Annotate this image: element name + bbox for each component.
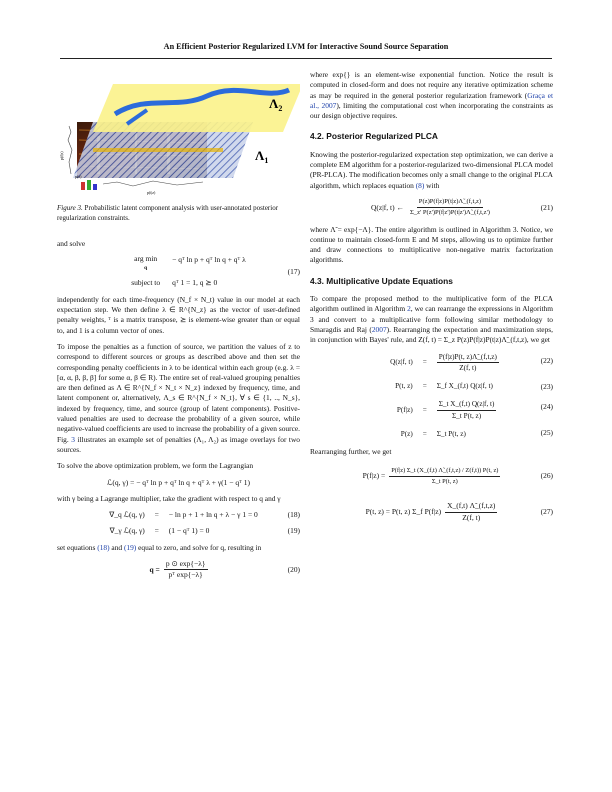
eq23-rhs: Σ_f X_(f,t) Q(z|f, t) [436, 382, 493, 391]
pfz-curve [68, 126, 72, 174]
pr-plca-text-a: Knowing the posterior-regularized expectation step optimization, we can derive a complete EM algorithm for a posterior-regularized two-dimensional PLCA model (PR-PLCA). The modification becomes only a small change to the original PLCA algorithm, which replaces equation [310, 149, 553, 190]
eq27-denominator: Z(f, t) [462, 512, 481, 522]
eq24-numerator: Σ_t X_(f,t) Q(z|f, t) [437, 399, 497, 410]
paragraph-set-equations [57, 543, 300, 553]
eq18-equals: = [154, 510, 159, 520]
eq20-numerator: p ⊙ exp{−λ} [164, 559, 208, 570]
plca-penalty-illustration [57, 70, 300, 198]
figure-caption-label: Figure 3. [57, 204, 83, 212]
eq19-number: (19) [287, 526, 300, 536]
eq27-numerator: X_(f,t) Λ̃_(f,t,z) [445, 501, 497, 512]
mult-text-a: To compare the proposed method to the multiplicative form of the PLCA algorithm outlined in Algorithm [310, 294, 553, 314]
eq17-subject-to: subject to [131, 278, 161, 288]
eq23-number: (23) [540, 381, 553, 391]
axis-x-label: p(t|z) [147, 190, 156, 195]
paragraph-pr-plca [310, 150, 553, 191]
eq20-number: (20) [287, 564, 300, 574]
eq27-lhs: P(t, z) = P(t, z) Σ_f P(f|z) [365, 506, 442, 516]
section-4-3-heading: 4.3. Multiplicative Update Equations [310, 275, 453, 286]
mult-text-c: ). Rearranging the expectation and maximization steps, in conjunction with Bayes' rule, and Z(f, t) = Σ_z P(z)P(f|z)P(t|z)Λ̃_(f,t,z), we get [310, 324, 554, 345]
equation-17 [77, 255, 300, 288]
eq24-lhs: P(f|z) [396, 406, 413, 415]
running-header-title: An Efficient Posterior Regularized LVM for Interactive Sound Source Separation [163, 42, 449, 51]
eq24-number: (24) [540, 401, 553, 411]
eq17-argmin: arg min [134, 254, 158, 264]
equation-20 [57, 559, 300, 581]
set-eq-text-c: equal to zero, and solve for q, resulting in [136, 542, 262, 552]
eq18-lhs: ∇_q ℒ(q, γ) [109, 510, 145, 520]
eq21-denominator: Σ_z' P(z')P(f|z')P(t|z')Λ̃_(f,t,z') [409, 209, 490, 217]
equation-lagrangian [57, 478, 300, 488]
eq18-rhs: − ln p + 1 + ln q + λ − γ 1 = 0 [168, 510, 258, 520]
eq24-denominator: Σ_t P(t, z) [452, 411, 482, 420]
eq23-equals: = [422, 382, 427, 391]
left-column [57, 70, 300, 587]
eq26-fraction [389, 466, 500, 488]
set-eq-text-b: and [109, 542, 124, 552]
paragraph-penalty-weights: independently for each time-frequency (N_f × N_t) value in our model at each expectation step. We then define λ ∈ R^{N_z} as the vector of user-defined penalty weights, ᵀ is a matrix transpose, ⪰ is element-wise greater than or equal to, and 1 is a column vector of ones. [57, 294, 300, 335]
algorithm-2-link[interactable]: 2 [407, 304, 411, 314]
paragraph-partition [57, 342, 300, 455]
eq26-number: (26) [540, 471, 553, 481]
paragraph-lagrangian-intro: To solve the above optimization problem, we form the Lagrangian [57, 461, 254, 471]
paragraph-gradient: with γ being a Lagrange multiplier, take the gradient with respect to q and γ [57, 493, 281, 503]
paragraph-multiplicative [310, 294, 553, 345]
eq27-fraction [445, 501, 497, 523]
eq19-rhs: (1 − qᵀ 1) = 0 [168, 526, 210, 536]
pr-plca-text-b: with [424, 180, 440, 190]
eq22-numerator: P(f|z)P(t, z)Λ̃_(f,t,z) [437, 352, 499, 363]
ptz-curve [103, 181, 203, 186]
eq22-denominator: Z(f, t) [459, 363, 477, 372]
eq17-number: (17) [287, 266, 300, 276]
eq21-lhs: Q(z|f, t) ← [371, 202, 404, 212]
eq22-fraction [437, 352, 499, 374]
eq8-link[interactable]: (8) [415, 180, 425, 190]
lambda-2-label: $\Lambda_2$ [269, 96, 283, 113]
eq22-equals: = [422, 358, 427, 367]
eq25-equals: = [422, 430, 427, 439]
eq23-lhs: P(t, z) [395, 382, 413, 391]
lambda-1-label: $\Lambda_1$ [255, 148, 269, 165]
eq20-denominator: pᵀ exp{−λ} [168, 570, 203, 580]
set-eq-text-a: set equations [57, 542, 98, 552]
eq19-lhs: ∇_γ ℒ(q, γ) [109, 526, 145, 536]
eq26-lhs: P(f|z) = [362, 471, 386, 481]
eq18-link[interactable]: (18) [97, 542, 110, 552]
paragraph-and-solve: and solve [57, 239, 86, 249]
eq21-number: (21) [540, 202, 553, 212]
eq20-lhs: q = [149, 564, 160, 574]
mult-text-b: , we can rearrange the expressions in Algorithm 3 and convert to a multiplicative form following similar methodology to Smaragdis and Raj ( [310, 304, 554, 334]
axis-y-label: p(f|z) [59, 151, 64, 160]
eq27-number: (27) [540, 506, 553, 516]
eq18-number: (18) [287, 510, 300, 520]
eq24-fraction [437, 399, 497, 421]
figure-3 [57, 70, 300, 198]
eq17-constraint: qᵀ 1 = 1, q ⪰ 0 [172, 278, 218, 288]
figure-3-link[interactable]: 3 [71, 434, 75, 444]
figure-caption [57, 204, 300, 223]
eq17-objective: − qᵀ ln p + qᵀ ln q + qᵀ λ [172, 255, 246, 265]
paragraph-rearranging: Rearranging further, we get [310, 447, 392, 457]
equation-27 [310, 501, 553, 523]
eq25-lhs: P(z) [400, 430, 413, 439]
eq17-argmin-sub: q [144, 265, 148, 272]
exp-text-a: where exp{} is an element-wise exponential function. Notice the result is computed in closed-form and does not require any iterative optimization scheme as may be required in the general posterior regularization framework ( [310, 70, 553, 100]
axis-z-label: p(z) [75, 174, 82, 179]
eq24-equals: = [422, 406, 427, 415]
section-4-2-heading: 4.2. Posterior Regularized PLCA [310, 131, 438, 142]
running-header [60, 40, 552, 59]
citation-graca-link[interactable]: Graça et al., 2007 [310, 90, 553, 110]
eq21-numerator: P(z)P(f|z)P(t|z)Λ̃_(f,t,z) [417, 197, 483, 208]
partition-text: To impose the penalties as a function of source, we partition the values of z to correspond to different sources or groups as described above and then set the corresponding penalty coefficients in λ to be identical within each group (e.g. λ = [α, α, β, β, β] for some α, β ∈ R). The entire set of real-valued grouping penalties are then defined as Λ ∈ R^{N_f × N_t × N_z} indexed by frequency, time, and latent component or, alternatively, Λ_s ∈ R^{N_f × N_t}, ∀ s ∈ {1, .., N_s}, indexed by frequency, time, and source (group of latent components). Positive-valued penalties are used to decrease the probability of a given source, while negative-valued coefficients are used to increase the probability of a given source. Fig. [57, 341, 300, 444]
eq22-lhs: Q(z|f, t) [390, 358, 413, 367]
equation-21 [310, 197, 553, 219]
paragraph-lambda-tilde: where Λ̃ = exp{−Λ}. The entire algorithm is outlined in Algorithm 3. Notice, we continue to maintain closed-form E and M steps, allowing us to optimize further and draw connections to multiplicative non-negative matrix factorization algorithms. [310, 224, 553, 265]
eq21-fraction [408, 197, 492, 219]
eq20-fraction [164, 559, 208, 581]
exp-text-b: ), limiting the computational cost when incorporating the constraints as our design objective requires. [310, 100, 553, 121]
lagrangian-expression: ℒ(q, γ) = − qᵀ ln p + qᵀ ln q + qᵀ λ + γ(1 − qᵀ 1) [107, 477, 250, 487]
eq26-denominator: Σ_t P(t, z) [431, 477, 458, 485]
eq22-number: (22) [540, 355, 553, 365]
citation-2007-link[interactable]: 2007 [371, 324, 387, 334]
eq25-number: (25) [540, 427, 553, 437]
eq19-equals: = [154, 526, 159, 536]
equations-18-19 [57, 510, 300, 537]
paragraph-exp-function [310, 70, 553, 121]
eq19-link[interactable]: (19) [123, 542, 137, 552]
eq25-rhs: Σ_t P(t, z) [436, 430, 466, 439]
equations-22-25 [310, 352, 553, 440]
equation-26 [310, 466, 553, 488]
pz-bars [81, 180, 97, 190]
right-column [310, 70, 553, 529]
partition-tail: illustrates an example set of penalties (Λ₁, Λ₂) as image overlays for two sources. [57, 434, 300, 454]
figure-caption-text: Probabilistic latent component analysis with user-annotated posterior regularization constraints. [57, 204, 279, 222]
eq26-numerator: P(f|z) Σ_t (X_(f,t) Λ̃_(f,t,z) / Z(f,t)) P(t, z) [389, 466, 500, 477]
